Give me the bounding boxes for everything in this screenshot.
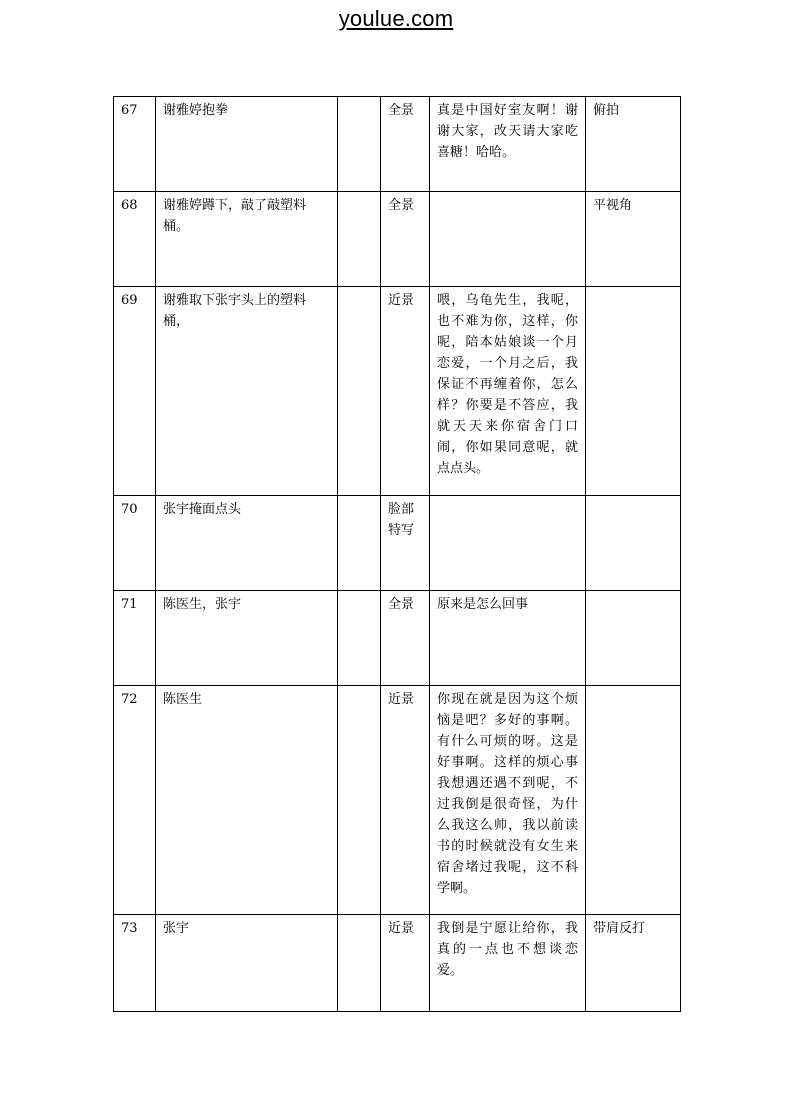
dialogue: 真是中国好室友啊！谢谢大家，改天请大家吃喜糖！哈哈。 [430, 97, 586, 192]
scene-description: 谢雅婷抱拳 [156, 97, 338, 192]
camera-angle [586, 496, 681, 591]
blank-cell [338, 496, 381, 591]
blank-cell [338, 591, 381, 686]
shot-size: 脸部特写 [381, 496, 430, 591]
blank-cell [338, 192, 381, 287]
shot-number: 68 [114, 192, 156, 287]
shot-number: 67 [114, 97, 156, 192]
table-row [114, 192, 681, 287]
shot-size: 近景 [381, 287, 430, 496]
scene-description: 谢雅取下张宇头上的塑料桶， [156, 287, 338, 496]
blank-cell [338, 287, 381, 496]
shot-number: 72 [114, 686, 156, 915]
scene-description: 陈医生 [156, 686, 338, 915]
site-header [0, 6, 792, 32]
shot-size: 全景 [381, 192, 430, 287]
dialogue: 喂，乌龟先生，我呢，也不难为你，这样，你呢，陪本姑娘谈一个月恋爱，一个月之后，我保证不再缠着你，怎么样？你要是不答应，我就天天来你宿舍门口闹，你如果同意呢，就点点头。 [430, 287, 586, 496]
scene-description: 谢雅婷蹲下，敲了敲塑料桶。 [156, 192, 338, 287]
table-row [114, 915, 681, 1012]
blank-cell [338, 97, 381, 192]
table-row [114, 496, 681, 591]
blank-cell [338, 686, 381, 915]
storyboard-table [113, 96, 681, 1012]
camera-angle: 带肩反打 [586, 915, 681, 1012]
dialogue [430, 192, 586, 287]
shot-number: 69 [114, 287, 156, 496]
camera-angle: 平视角 [586, 192, 681, 287]
dialogue: 你现在就是因为这个烦恼是吧？多好的事啊。有什么可烦的呀。这是好事啊。这样的烦心事我想遇还遇不到呢，不过我倒是很奇怪，为什么我这么帅，我以前读书的时候就没有女生来宿舍堵过我呢，这不科学啊。 [430, 686, 586, 915]
dialogue: 原来是怎么回事 [430, 591, 586, 686]
camera-angle [586, 686, 681, 915]
shot-number: 71 [114, 591, 156, 686]
camera-angle [586, 287, 681, 496]
table-row [114, 686, 681, 915]
dialogue [430, 496, 586, 591]
shot-size: 全景 [381, 97, 430, 192]
camera-angle [586, 591, 681, 686]
blank-cell [338, 915, 381, 1012]
table-row [114, 97, 681, 192]
shot-number: 70 [114, 496, 156, 591]
shot-size: 近景 [381, 915, 430, 1012]
shot-size: 全景 [381, 591, 430, 686]
table-row [114, 591, 681, 686]
table-row [114, 287, 681, 496]
shot-number: 73 [114, 915, 156, 1012]
scene-description: 张宇掩面点头 [156, 496, 338, 591]
site-link[interactable]: youlue.com [338, 6, 454, 31]
dialogue: 我倒是宁愿让给你，我真的一点也不想谈恋爱。 [430, 915, 586, 1012]
scene-description: 张宇 [156, 915, 338, 1012]
shot-size: 近景 [381, 686, 430, 915]
camera-angle: 俯拍 [586, 97, 681, 192]
scene-description: 陈医生，张宇 [156, 591, 338, 686]
